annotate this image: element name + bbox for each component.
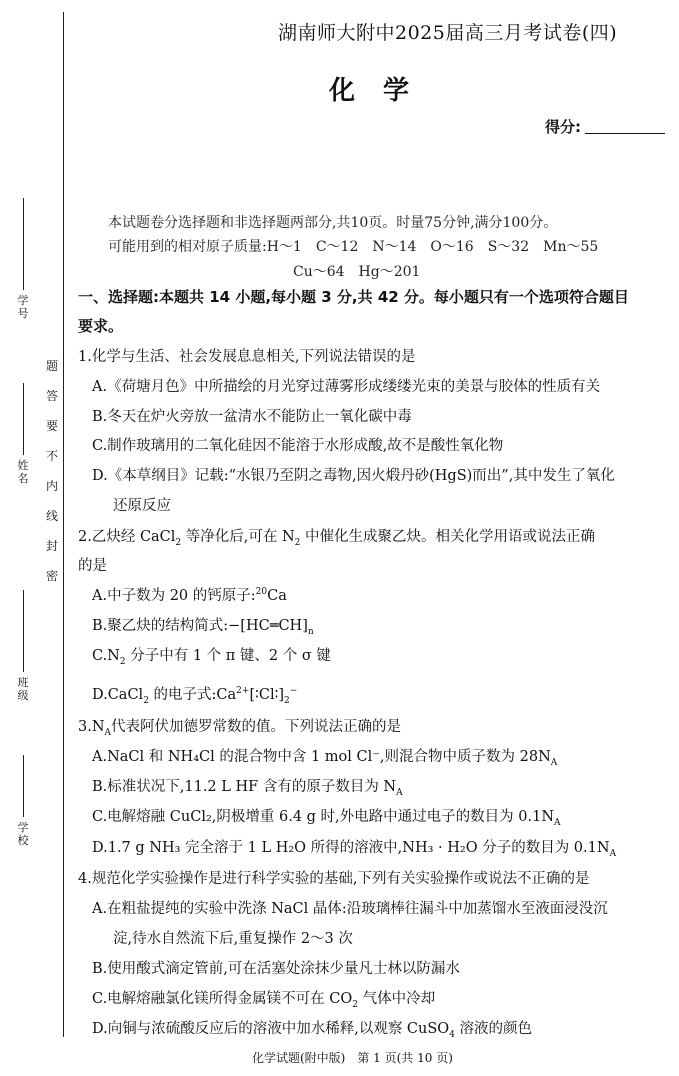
- fill-line: [23, 590, 24, 672]
- option[interactable]: D.1.7 g NH₃ 完全溶于 1 L H₂O 所得的溶液中,NH₃ · H₂O 分子的数目为 $0.1N_A$: [92, 840, 617, 859]
- page-title: 化学: [329, 76, 438, 106]
- section-heading: 要求。: [78, 317, 124, 335]
- field-school[interactable]: [14, 755, 32, 847]
- option[interactable]: C.电解熔融 CuCl₂,阴极增重 6.4 g 时,外电路中通过电子的数目为 $0.1N_A$: [92, 809, 561, 828]
- question-stem: 4.规范化学实验操作是进行科学实验的基础,下列有关实验操作或说法不正确的是: [78, 871, 590, 887]
- option[interactable]: C.电解熔融氯化镁所得金属镁不可在 $CO_2$ 气体中冷却: [92, 991, 436, 1010]
- option[interactable]: A.NaCl 和 NH₄Cl 的混合物中含 1 mol Cl⁻,则混合物中质子数为 $28N_A$: [92, 749, 558, 768]
- question-stem: 的是: [78, 558, 107, 574]
- intro-line: Cu～64 Hg～201: [293, 264, 421, 280]
- fill-line: [23, 755, 24, 817]
- intro-line: 本试题卷分选择题和非选择题两部分,共10页。时量75分钟,满分100分。: [108, 215, 558, 231]
- score-field[interactable]: [585, 133, 665, 134]
- question-stem: 1.化学与生活、社会发展息息相关,下列说法错误的是: [78, 349, 416, 365]
- option[interactable]: C.制作玻璃用的二氧化硅因不能溶于水形成酸,故不是酸性氧化物: [92, 438, 504, 454]
- field-student-id[interactable]: [14, 198, 32, 320]
- option-continued: 还原反应: [113, 498, 171, 514]
- field-label: 姓名: [17, 459, 29, 485]
- intro-line: 可能用到的相对原子质量:H～1 C～12 N～14 O～16 S～32 Mn～55: [108, 239, 599, 255]
- field-label: 学校: [17, 821, 29, 847]
- field-class[interactable]: [14, 590, 32, 702]
- binding-line: [63, 12, 64, 1037]
- field-label: 学号: [17, 294, 29, 320]
- option[interactable]: B.聚乙炔的结构简式$:-[HC═CH]_n$: [92, 618, 314, 637]
- question-stem: 2.乙炔经 CaCl$_2$ 等净化后,可在 $N_2$ 中催化生成聚乙炔。相关化学用语或说法正确: [78, 529, 596, 548]
- fill-line: [23, 198, 24, 290]
- option[interactable]: B.标准状况下,11.2 L HF 含有的原子数目为 $N_A$: [92, 779, 403, 798]
- option[interactable]: D.CaCl$_2$ 的电子式$:Ca^{2+}[∶Cl∶]_2^-$: [92, 686, 298, 706]
- question-stem: $3.N_A$代表阿伏加德罗常数的值。下列说法正确的是: [78, 719, 402, 738]
- page-footer: 化学试题(附中版) 第 1 页(共 10 页): [252, 1051, 453, 1065]
- option[interactable]: A.《荷塘月色》中所描绘的月光穿过薄雾形成缕缕光束的美景与胶体的性质有关: [92, 379, 601, 395]
- option[interactable]: A.中子数为 20 的钙原子:$^{20}$Ca: [92, 587, 287, 604]
- exam-header: 湖南师大附中2025届高三月考试卷(四): [278, 22, 618, 44]
- fill-line: [23, 383, 24, 455]
- field-label: 班级: [17, 676, 29, 702]
- seal-text: 题 答 要 不 内 线 封 密: [45, 359, 58, 583]
- option[interactable]: B.冬天在炉火旁放一盆清水不能防止一氧化碳中毒: [92, 409, 412, 425]
- section-heading: 一、选择题:本题共 14 小题,每小题 3 分,共 42 分。每小题只有一个选项符合题目: [78, 288, 629, 306]
- score-label: 得分:: [545, 118, 581, 136]
- option[interactable]: D.《本草纲目》记载:“水银乃至阴之毒物,因火煅丹砂(HgS)而出”,其中发生了氧化: [92, 468, 615, 484]
- option[interactable]: A.在粗盐提纯的实验中洗涤 NaCl 晶体:沿玻璃棒往漏斗中加蒸馏水至液面浸没沉: [92, 901, 608, 917]
- option[interactable]: B.使用酸式滴定管前,可在活塞处涂抹少量凡士林以防漏水: [92, 961, 460, 977]
- field-name[interactable]: [14, 383, 32, 485]
- option[interactable]: D.向铜与浓硫酸反应后的溶液中加水稀释,以观察 CuSO$_4$ 溶液的颜色: [92, 1021, 533, 1040]
- option[interactable]: $C.N_2$ 分子中有 1 个 π 键、2 个 σ 键: [92, 648, 331, 667]
- option-continued: 淀,待水自然流下后,重复操作 2～3 次: [113, 931, 353, 947]
